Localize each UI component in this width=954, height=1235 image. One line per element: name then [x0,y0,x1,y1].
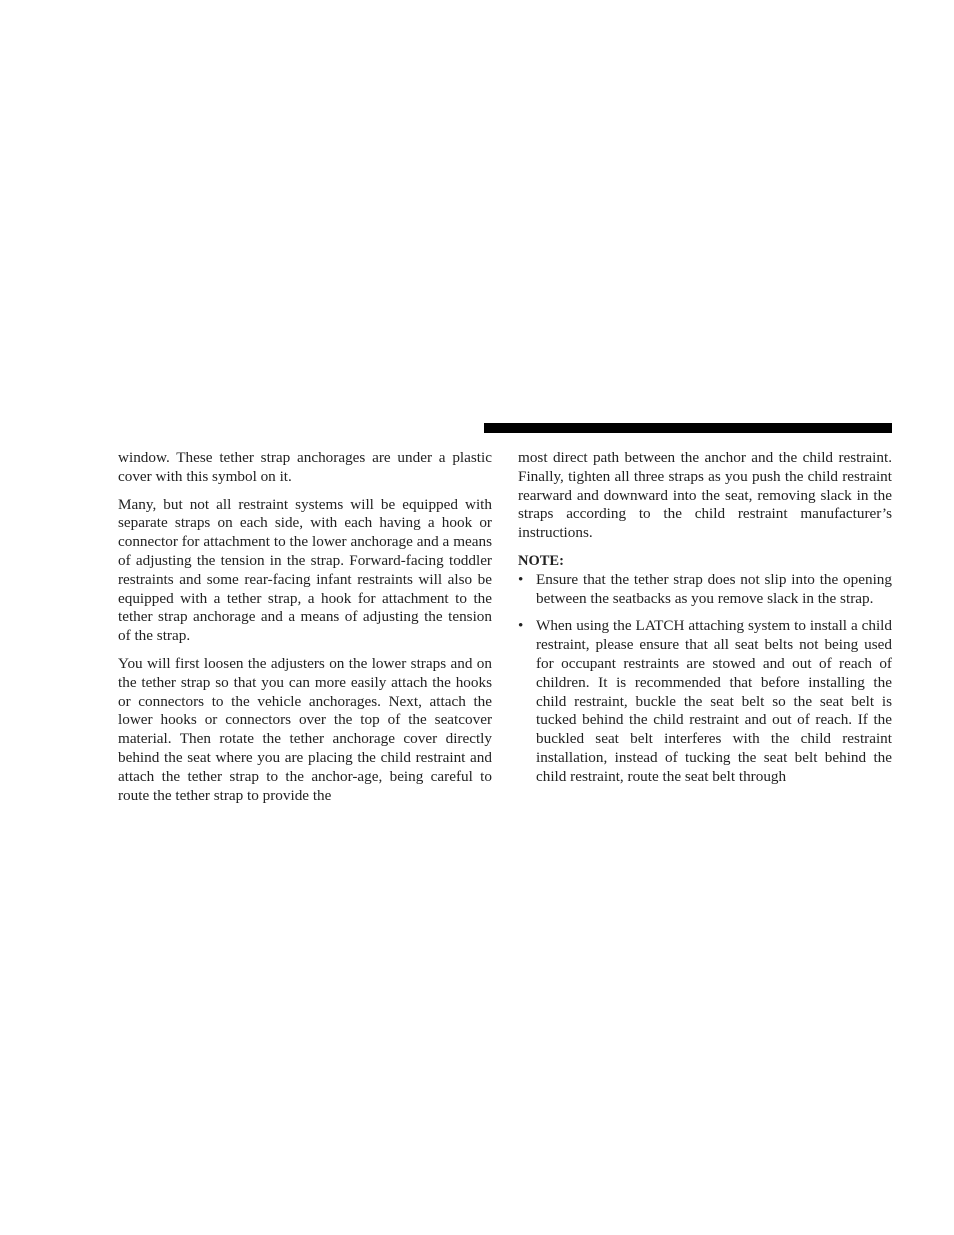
note-bullet-list [518,571,892,787]
note-bullet-text: Ensure that the tether strap does not slip into the opening between the seatbacks as you remove slack in the strap. [536,570,892,607]
note-bullet-item [518,617,892,786]
bullet-icon: • [518,617,524,635]
section-header-rule [484,423,892,433]
right-column [518,449,892,796]
note-bullet-text: When using the LATCH attaching system to install a child restraint, please ensure that all seat belts not being used for occupant restraints are stowed and out of reach of children. It is recommended that before installing the child restraint, buckle the seat belt so the seat belt is tucked behind the child restraint and out of reach. If the buckled seat belt interferes with the child restraint installation, instead of tucking the seat belt behind the child restraint, route the seat belt through [536,617,892,785]
note-heading: NOTE: [518,552,564,569]
paragraph-attach-instructions: You will first loosen the adjusters on the lower straps and on the tether strap so that you can more easily attach the hooks or connectors to the vehicle anchorages. Next, attach the lower hooks or connectors over the top of the seatcover material. Then rotate the tether anchorage cover directly behind the seat where you are placing the child restraint and attach the tether strap to the anchor-age, being careful to route the tether strap to provide the [118,654,492,804]
paragraph-tether-cover: window. These tether strap anchorages are under a plastic cover with this symbol on it. [118,449,492,485]
paragraph-continuation: most direct path between the anchor and the child restraint. Finally, tighten all three straps as you push the child restraint rearward and downward into the seat, removing slack in the straps according to the child restraint manufacturer’s instructions. [518,449,892,542]
left-column [118,449,492,814]
bullet-icon: • [518,570,524,588]
paragraph-restraint-straps: Many, but not all restraint systems will be equipped with separate straps on each side, with each having a hook or connector for attachment to the lower anchorage and a means of adjusting the tension in the strap. Forward-facing toddler restraints and some rear-facing infant restraints will also be equipped with a tether strap, a hook for attachment to the tether strap anchorage and a means of adjusting the tension of the strap. [118,495,492,645]
note-bullet-item [518,571,892,609]
